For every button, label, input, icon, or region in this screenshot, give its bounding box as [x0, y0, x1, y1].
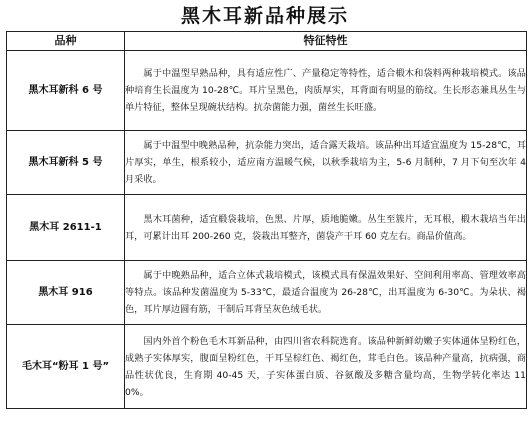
table-row: [7, 195, 527, 261]
variety-features: 属于中温型中晚熟品种，抗杂能力突出，适合露天栽培。该品种出耳适宜温度为 15-28℃，耳片厚实，单生，根系较小，适应南方温暖气候，以秋季栽培为主，5-6 月制种，7 月下旬至次年 4 月采收。: [125, 131, 527, 195]
table-row: [7, 325, 527, 409]
table-row: [7, 51, 527, 131]
table-header-row: [7, 32, 527, 51]
variety-features: 黑木耳菌种，适宜椴袋栽培，色黑、片厚，质地脆嫩。丛生至簇片，无耳根，椴木栽培当年出耳，可累计出耳 200-260 克，袋栽出耳整齐，菌袋产干耳 60 克左右。商品价值高。: [125, 195, 527, 261]
variety-name: 黑木耳新科 5 号: [7, 131, 125, 195]
variety-features: 属于中晚熟品种，适合立体式栽培模式，该模式具有保温效果好、空间利用率高、管理效率高等特点。该品种发菌温度为 5-33℃，最适合温度为 26-28℃，出耳温度为 6-30℃。为朵状、褐色，耳片厚边圆有筋，干制后耳背呈灰色绒毛状。: [125, 261, 527, 325]
variety-features: 属于中温型早熟品种，具有适应性广、产量稳定等特性，适合椴木和袋料两种栽培模式。该品种培育生长温度为 10-28℃。耳片呈黑色，肉质厚实，耳背面有明显的筋纹。生长形态兼具丛生与单片特征，整体呈现碗状结构。抗杂菌能力强，菌丝生长旺盛。: [125, 51, 527, 131]
table-row: [7, 261, 527, 325]
variety-name: 黑木耳 916: [7, 261, 125, 325]
variety-name: 毛木耳“粉耳 1 号”: [7, 325, 125, 409]
header-features: 特征特性: [125, 32, 527, 51]
variety-name: 黑木耳 2611-1: [7, 195, 125, 261]
table-row: [7, 131, 527, 195]
variety-name: 黑木耳新科 6 号: [7, 51, 125, 131]
header-variety: 品种: [7, 32, 125, 51]
variety-table: [6, 31, 527, 409]
page-title: 黑木耳新品种展示: [180, 5, 349, 27]
variety-features: 国内外首个粉色毛木耳新品种，由四川省农科院选育。该品种新鲜幼嫩子实体通体呈粉红色，成熟子实体厚实，腹面呈粉红色，干耳呈棕红色、褐红色，茸毛白色。该品种产量高，抗病强，商品性状优良，生育期 40-45 天，子实体蛋白质、谷氨酸及多糖含量均高，生物学转化率达 110%。: [125, 325, 527, 409]
